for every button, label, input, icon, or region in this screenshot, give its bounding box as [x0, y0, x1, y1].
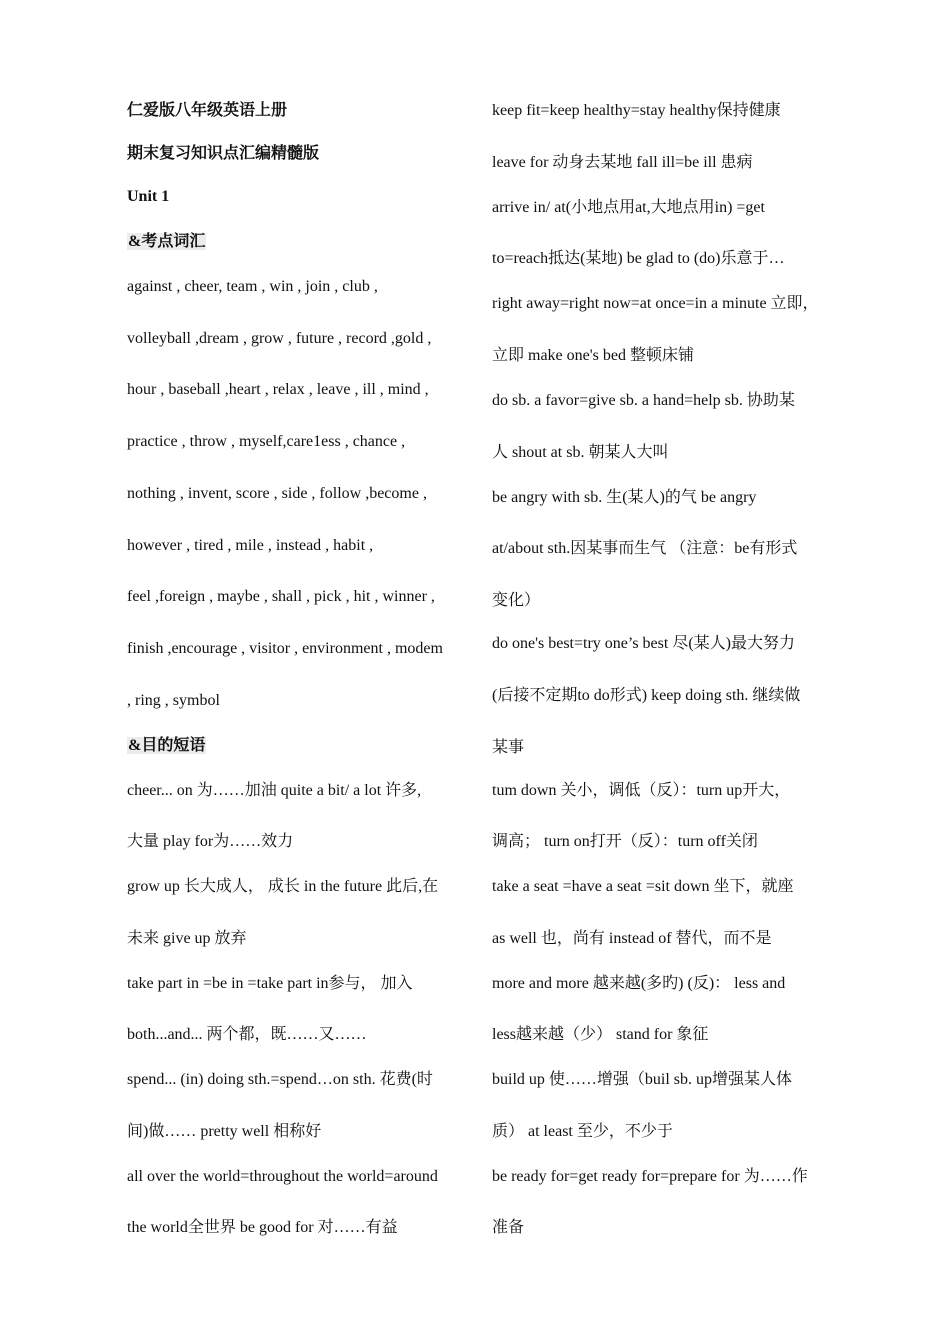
phrase-line: leave for 动身去某地 fall ill=be ill 患病 — [492, 154, 753, 171]
phrase-line: right away=right now=at once=in a minute 立即， — [492, 295, 819, 312]
phrase-line: 准备 — [492, 1219, 525, 1236]
phrase-line: the world全世界 be good for 对……有益 — [127, 1219, 398, 1236]
phrase-line: 变化） — [492, 592, 541, 609]
vocab-line: , ring , symbol — [127, 692, 220, 709]
phrase-line: do one's best=try one’s best 尽(某人)最大努力 — [492, 635, 795, 652]
phrase-line: 大量 play for为……效力 — [127, 833, 294, 850]
phrase-line: keep fit=keep healthy=stay healthy保持健康 — [492, 102, 781, 119]
vocab-line: practice , throw , myself,care1ess , chance , — [127, 433, 406, 450]
phrase-line: 间)做…… pretty well 相称好 — [127, 1123, 322, 1140]
phrase-line: grow up 长大成人， 成长 in the future 此后,在 — [127, 878, 439, 895]
phrase-line: more and more 越来越(多旳) (反)： less and — [492, 975, 786, 992]
vocab-line: hour , baseball ,heart , relax , leave , ill , mind , — [127, 381, 429, 398]
phrase-line: 调高； turn on打开（反）：turn off关闭 — [492, 833, 758, 850]
section-heading-phrases: &目的短语 — [128, 737, 206, 754]
section-heading-vocabulary: &考点词汇 — [128, 233, 206, 250]
unit-heading: Unit 1 — [127, 188, 170, 205]
phrase-line: spend... (in) doing sth.=spend…on sth. 花费(时 — [127, 1071, 433, 1088]
phrase-line: be angry with sb. 生(某人)的气 be angry — [492, 489, 757, 506]
doc-subtitle: 期末复习知识点汇编精髓版 — [127, 145, 320, 162]
phrase-line: tum down 关小，调低（反）：turn up开大， — [492, 782, 791, 799]
vocab-line: volleyball ,dream , grow , future , record ,gold , — [127, 330, 432, 347]
phrase-line: 未来 give up 放弃 — [127, 930, 247, 947]
vocab-line: however , tired , mile , instead , habit , — [127, 537, 374, 554]
phrase-line: take part in =be in =take part in参与， 加入 — [127, 975, 413, 992]
phrase-line: all over the world=throughout the world=around — [127, 1168, 438, 1185]
vocab-line: nothing , invent, score , side , follow ,become , — [127, 485, 427, 502]
phrase-line: be ready for=get ready for=prepare for 为……作 — [492, 1168, 808, 1185]
phrase-line: 某事 — [492, 739, 525, 756]
phrase-line: less越来越（少） stand for 象征 — [492, 1026, 709, 1043]
phrase-line: as well 也，尚有 instead of 替代，而不是 — [492, 930, 772, 947]
phrase-line: 质） at least 至少，不少于 — [492, 1123, 673, 1140]
phrase-line: build up 使……增强（buil sb. up增强某人体 — [492, 1071, 793, 1088]
vocab-line: finish ,encourage , visitor , environment , modem — [127, 640, 443, 657]
phrase-line: to=reach抵达(某地) be glad to (do)乐意于… — [492, 250, 785, 267]
phrase-line: at/about sth.因某事而生气 （注意：be有形式 — [492, 540, 798, 557]
phrase-line: 立即 make one's bed 整顿床铺 — [492, 347, 694, 364]
phrase-line: do sb. a favor=give sb. a hand=help sb. 协助某 — [492, 392, 795, 409]
phrase-line: (后接不定期to do形式) keep doing sth. 继续做 — [492, 687, 801, 704]
phrase-line: take a seat =have a seat =sit down 坐下，就座 — [492, 878, 794, 895]
phrase-line: 人 shout at sb. 朝某人大叫 — [492, 444, 669, 461]
phrase-line: cheer... on 为……加油 quite a bit/ a lot 许多, — [127, 782, 422, 799]
vocab-line: against , cheer, team , win , join , club , — [127, 278, 378, 295]
phrase-line: both...and... 两个都，既……又…… — [127, 1026, 367, 1043]
phrase-line: arrive in/ at(小地点用at,大地点用in) =get — [492, 199, 765, 216]
vocab-line: feel ,foreign , maybe , shall , pick , hit , winner , — [127, 588, 435, 605]
doc-title: 仁爱版八年级英语上册 — [127, 102, 288, 119]
